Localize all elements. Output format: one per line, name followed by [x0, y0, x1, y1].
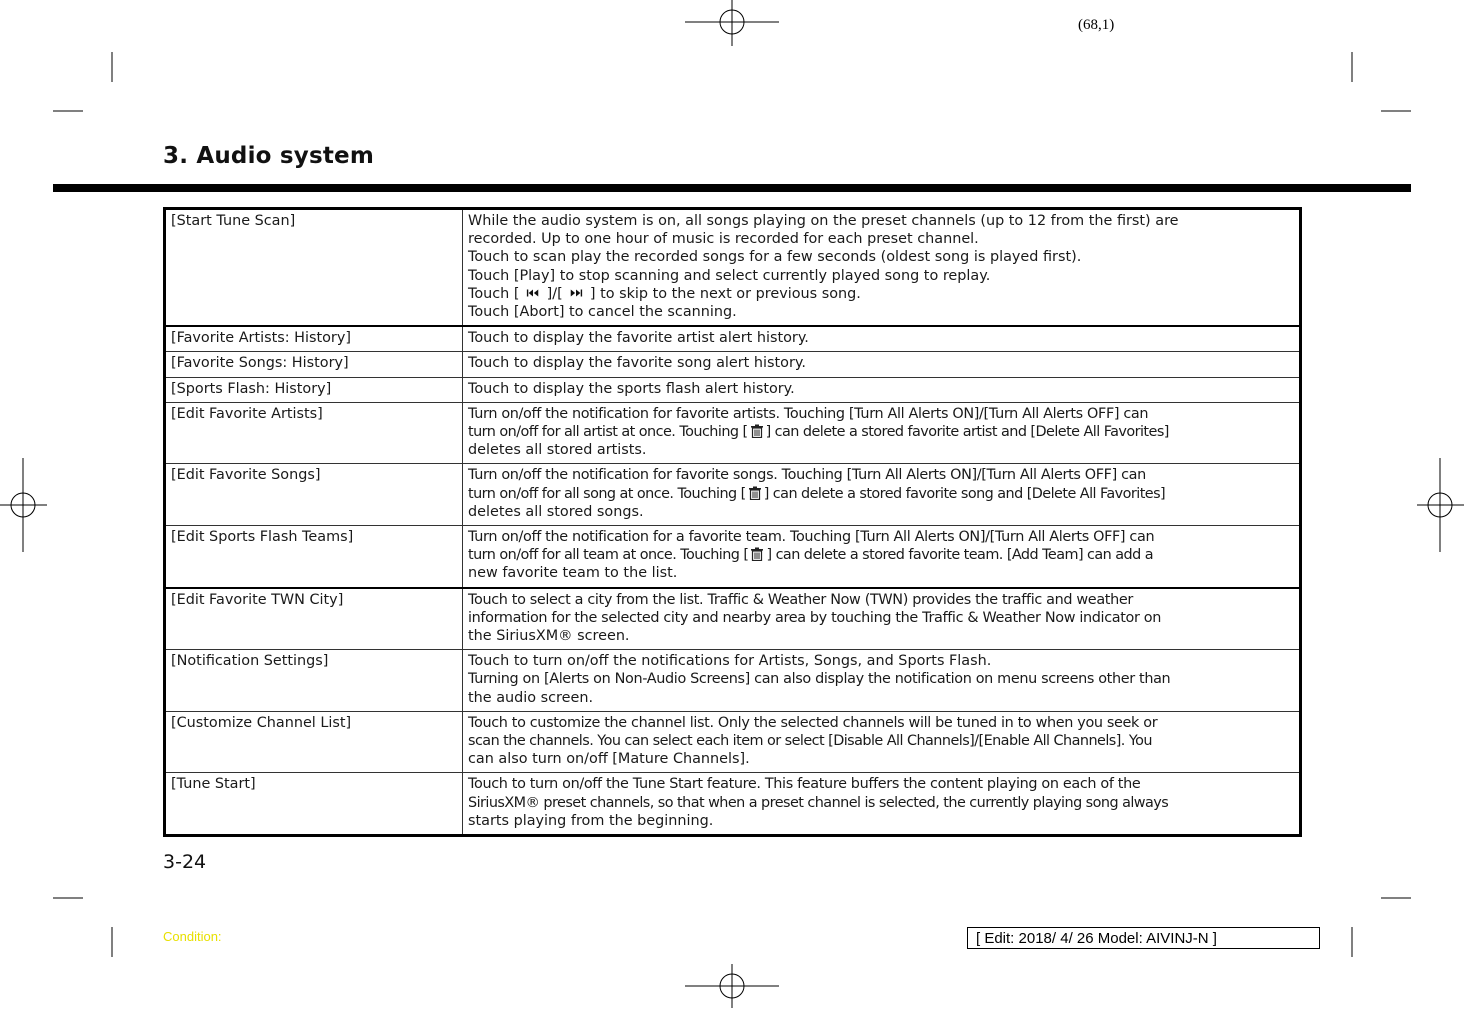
description-line: new favorite team to the list. — [468, 565, 678, 582]
item-description — [463, 402, 1301, 464]
text-fragment: turn on/off for all team at once. Touching [ — [468, 547, 749, 564]
item-label: [Tune Start] — [165, 773, 463, 836]
description-line: scan the channels. You can select each item or select [Disable All Channels]/[Enable All Channels]. You — [468, 733, 1152, 750]
description-line: Turn on/off the notification for favorite artists. Touching [Turn All Alerts ON]/[Turn All Alerts OFF] can — [468, 405, 1149, 422]
item-description: Touch to display the sports flash alert history. — [463, 377, 1301, 402]
description-line: Touch [Abort] to cancel the scanning. — [468, 304, 737, 321]
description-line: Touch to select a city from the list. Traffic & Weather Now (TWN) provides the traffic and weather — [468, 591, 1133, 608]
description-line: Touch to scan play the recorded songs for a few seconds (oldest song is played first). — [468, 249, 1082, 266]
item-label: [Edit Sports Flash Teams] — [165, 526, 463, 588]
table-row — [165, 402, 1301, 464]
description-line: Touch [Play] to stop scanning and select currently played song to replay. — [468, 267, 991, 284]
description-line: can also turn on/off [Mature Channels]. — [468, 751, 750, 768]
item-label: [Customize Channel List] — [165, 711, 463, 773]
table-row — [165, 464, 1301, 526]
text-fragment: ]/[ — [546, 285, 563, 302]
description-line: the audio screen. — [468, 689, 594, 706]
page-number: 3-24 — [163, 851, 207, 873]
item-description — [463, 209, 1301, 327]
table-row — [165, 526, 1301, 588]
item-description — [463, 526, 1301, 588]
table-row — [165, 209, 1301, 327]
description-line: Turning on [Alerts on Non-Audio Screens] can also display the notification on menu screens other than — [468, 671, 1171, 688]
text-fragment: Touch [ — [468, 285, 520, 302]
description-line — [468, 423, 1294, 441]
settings-table — [163, 207, 1302, 837]
text-fragment: ] can delete a stored favorite team. [Add Team] can add a — [766, 547, 1154, 564]
item-label: [Sports Flash: History] — [165, 377, 463, 402]
item-description: Touch to display the favorite artist alert history. — [463, 326, 1301, 352]
skip-next-icon — [569, 286, 583, 300]
text-fragment: turn on/off for all song at once. Touching [ — [468, 485, 746, 502]
description-line: Turn on/off the notification for favorite songs. Touching [Turn All Alerts ON]/[Turn All Alerts OFF] can — [468, 467, 1146, 484]
item-description — [463, 650, 1301, 712]
description-line: Turn on/off the notification for a favorite team. Touching [Turn All Alerts ON]/[Turn All Alerts OFF] can — [468, 529, 1155, 546]
trash-icon — [750, 547, 764, 561]
description-line: starts playing from the beginning. — [468, 812, 714, 829]
description-line — [468, 285, 1294, 303]
table-row — [165, 326, 1301, 352]
table-row — [165, 352, 1301, 377]
item-description — [463, 464, 1301, 526]
header-rule — [53, 184, 1411, 192]
item-label: [Start Tune Scan] — [165, 209, 463, 327]
trash-icon — [748, 486, 762, 500]
item-label: [Edit Favorite Artists] — [165, 402, 463, 464]
item-description: Touch to display the favorite song alert history. — [463, 352, 1301, 377]
description-line: information for the selected city and nearby area by touching the Traffic & Weather Now indicator on — [468, 609, 1161, 626]
item-label: [Favorite Songs: History] — [165, 352, 463, 377]
section-title: 3. Audio system — [163, 143, 375, 169]
description-line: the SiriusXM® screen. — [468, 628, 630, 645]
description-line: SiriusXM® preset channels, so that when a preset channel is selected, the currently playing song always — [468, 794, 1169, 811]
item-label: [Edit Favorite Songs] — [165, 464, 463, 526]
text-fragment: ] can delete a stored favorite song and [Delete All Favorites] — [763, 485, 1166, 502]
table-row — [165, 773, 1301, 836]
skip-previous-icon — [526, 286, 540, 300]
item-description — [463, 711, 1301, 773]
trash-icon — [750, 424, 764, 438]
table-row — [165, 650, 1301, 712]
item-label: [Edit Favorite TWN City] — [165, 588, 463, 650]
edit-info-box: [ Edit: 2018/ 4/ 26 Model: AIVINJ-N ] — [967, 927, 1320, 949]
text-fragment: ] to skip to the next or previous song. — [589, 285, 861, 302]
description-line — [468, 485, 1294, 503]
table-row — [165, 377, 1301, 402]
item-description — [463, 588, 1301, 650]
text-fragment: turn on/off for all artist at once. Touching [ — [468, 424, 748, 441]
description-line — [468, 546, 1294, 564]
description-line: deletes all stored songs. — [468, 503, 644, 520]
item-description — [463, 773, 1301, 836]
description-line: Touch to turn on/off the Tune Start feature. This feature buffers the content playing on each of the — [468, 776, 1141, 793]
text-fragment: ] can delete a stored favorite artist and [Delete All Favorites] — [765, 424, 1169, 441]
description-line: While the audio system is on, all songs playing on the preset channels (up to 12 from the first) are — [468, 213, 1179, 229]
condition-label: Condition: — [163, 929, 222, 944]
description-line: Touch to customize the channel list. Only the selected channels will be tuned in to when you seek or — [468, 714, 1158, 731]
table-row — [165, 711, 1301, 773]
item-label: [Favorite Artists: History] — [165, 326, 463, 352]
description-line: deletes all stored artists. — [468, 442, 647, 459]
item-label: [Notification Settings] — [165, 650, 463, 712]
page-reference: (68,1) — [1078, 17, 1115, 33]
description-line: recorded. Up to one hour of music is recorded for each preset channel. — [468, 231, 979, 248]
table-row — [165, 588, 1301, 650]
description-line: Touch to turn on/off the notifications for Artists, Songs, and Sports Flash. — [468, 653, 992, 670]
